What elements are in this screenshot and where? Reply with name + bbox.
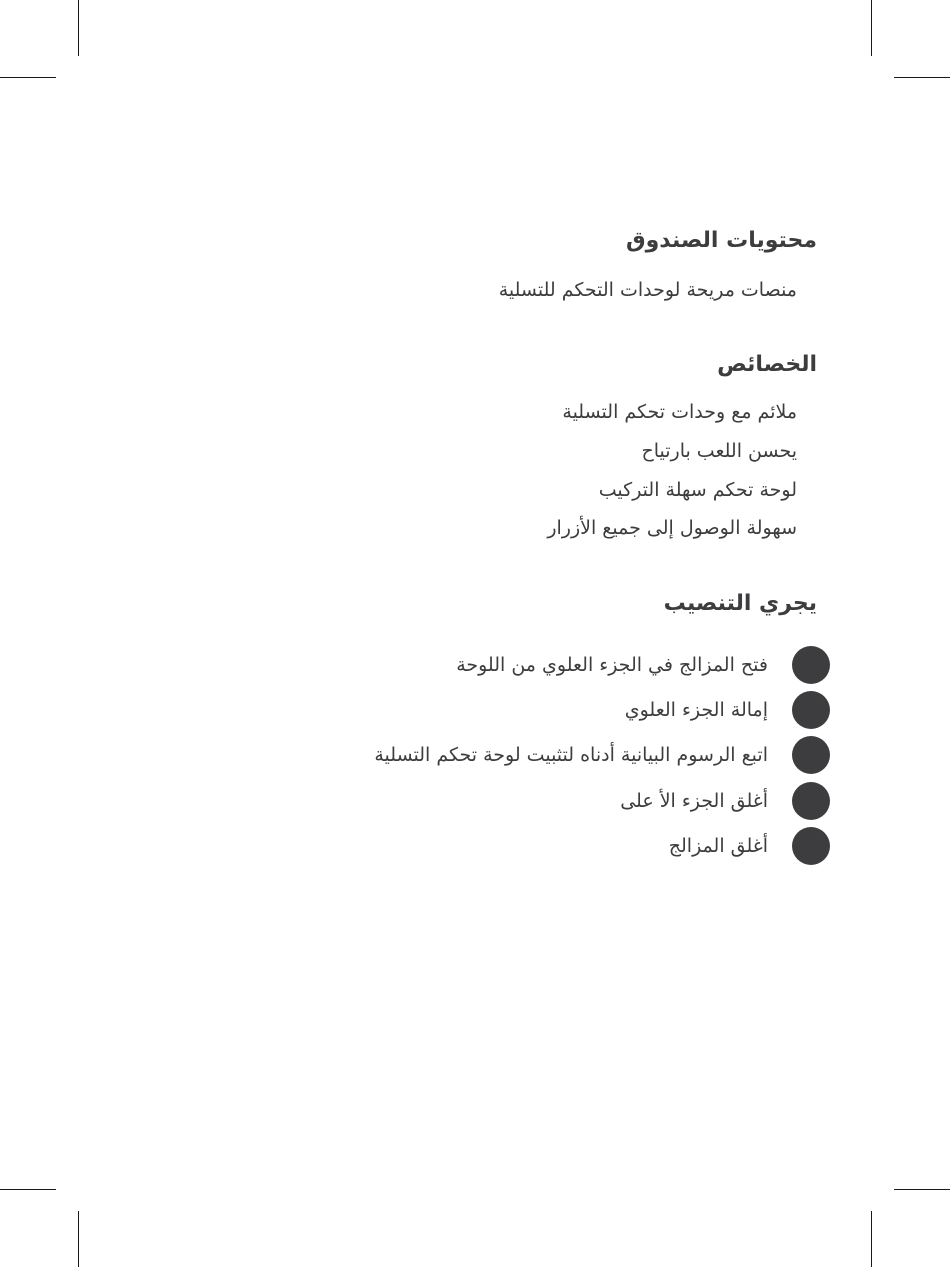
box-contents-item: منصات مريحة لوحدات التحكم للتسلية — [498, 279, 797, 301]
installation-step-text: فتح المزالج في الجزء العلوي من اللوحة — [456, 654, 768, 676]
crop-mark-top-right-vertical — [871, 0, 872, 56]
installation-step-text: أغلق المزالج — [668, 835, 768, 857]
crop-mark-top-left-horizontal — [0, 77, 56, 78]
crop-mark-bottom-right-horizontal — [894, 1189, 950, 1190]
installation-heading: يجري التنصيب — [663, 591, 817, 616]
installation-step-text: إمالة الجزء العلوي — [624, 699, 768, 721]
feature-item: يحسن اللعب بارتياح — [641, 440, 797, 462]
step-bullet-icon — [792, 736, 830, 774]
installation-step-text: اتبع الرسوم البيانية أدناه لتثبيت لوحة تحكم التسلية — [374, 744, 768, 766]
step-bullet-icon — [792, 827, 830, 865]
crop-mark-bottom-left-vertical — [78, 1211, 79, 1267]
crop-mark-bottom-right-vertical — [871, 1211, 872, 1267]
installation-step — [669, 827, 830, 865]
features-heading: الخصائص — [717, 352, 817, 377]
feature-item: سهولة الوصول إلى جميع الأزرار — [547, 517, 797, 539]
installation-step — [620, 782, 830, 820]
crop-mark-top-left-vertical — [78, 0, 79, 56]
step-bullet-icon — [792, 646, 830, 684]
installation-step-text: أغلق الجزء الأ على — [620, 790, 768, 812]
feature-item: ملائم مع وحدات تحكم التسلية — [562, 401, 797, 423]
step-bullet-icon — [792, 782, 830, 820]
installation-step — [456, 646, 830, 684]
feature-item: لوحة تحكم سهلة التركيب — [598, 479, 797, 501]
crop-mark-bottom-left-horizontal — [0, 1189, 56, 1190]
step-bullet-icon — [792, 691, 830, 729]
installation-step — [625, 691, 830, 729]
box-contents-heading: محتويات الصندوق — [625, 228, 817, 253]
crop-mark-top-right-horizontal — [894, 77, 950, 78]
installation-step — [374, 736, 830, 774]
